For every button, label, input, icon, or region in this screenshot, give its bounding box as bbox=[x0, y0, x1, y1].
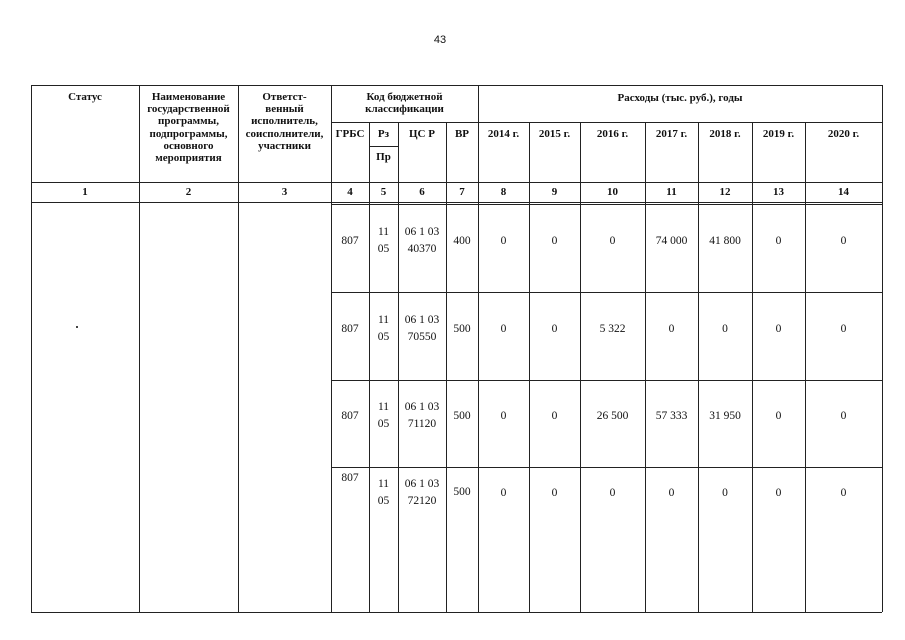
header-name-line: Наименование bbox=[151, 91, 226, 103]
table-top-rule bbox=[31, 85, 882, 86]
header-executor-line: участники bbox=[258, 139, 311, 152]
row-value: 0 bbox=[668, 323, 675, 335]
row-value: 0 bbox=[722, 487, 728, 499]
row-rz: 11 bbox=[377, 401, 390, 413]
column-number: 11 bbox=[666, 186, 677, 198]
header-name-line: подпрограммы, bbox=[149, 127, 228, 140]
page-number: 43 bbox=[433, 34, 447, 46]
header-budget-code-line: классификации bbox=[365, 103, 444, 116]
header-rz: Рз bbox=[377, 128, 390, 140]
expenses-header-rule bbox=[478, 122, 882, 123]
header-grbs: ГРБС bbox=[335, 128, 365, 140]
header-executor-line: соисполнители, bbox=[245, 127, 324, 140]
column-number: 1 bbox=[82, 186, 88, 198]
column-rule bbox=[238, 85, 239, 612]
row-value: 41 800 bbox=[709, 235, 741, 247]
row-csr: 72120 bbox=[407, 495, 437, 507]
table-bottom-rule bbox=[31, 612, 882, 613]
header-status: Статус bbox=[68, 91, 102, 103]
column-number: 9 bbox=[551, 186, 558, 198]
row-value: 0 bbox=[500, 235, 507, 247]
column-number: 3 bbox=[281, 186, 288, 198]
row-rule bbox=[331, 467, 882, 468]
row-value: 0 bbox=[840, 487, 847, 499]
column-number: 2 bbox=[185, 186, 192, 198]
header-year: 2018 г. bbox=[709, 128, 741, 140]
column-number: 4 bbox=[347, 186, 353, 198]
header-executor-line: венный bbox=[265, 103, 304, 116]
header-year: 2019 г. bbox=[762, 128, 795, 140]
header-year: 2014 г. bbox=[487, 128, 520, 140]
row-value: 0 bbox=[500, 487, 507, 499]
header-budget-code-line: Код бюджетной bbox=[366, 91, 443, 103]
header-year: 2017 г. bbox=[655, 128, 688, 140]
row-csr: 40370 bbox=[407, 243, 437, 255]
row-grbs: 807 bbox=[341, 235, 359, 247]
row-vr: 400 bbox=[453, 235, 471, 247]
row-value: 0 bbox=[500, 323, 507, 335]
column-number: 10 bbox=[607, 186, 618, 198]
row-value: 0 bbox=[840, 410, 847, 422]
column-rule bbox=[478, 85, 479, 612]
row-rz: 11 bbox=[377, 226, 390, 238]
header-csr: ЦС Р bbox=[409, 128, 435, 140]
row-value: 5 322 bbox=[599, 323, 626, 335]
row-value: 74 000 bbox=[655, 235, 688, 247]
column-number-bottom-rule bbox=[31, 202, 882, 203]
row-pr: 05 bbox=[377, 418, 390, 430]
row-value: 0 bbox=[551, 410, 558, 422]
body-top-rule bbox=[331, 204, 882, 205]
column-rule bbox=[139, 85, 140, 612]
row-value: 0 bbox=[840, 323, 847, 335]
row-csr: 06 1 03 bbox=[404, 226, 440, 238]
row-value: 31 950 bbox=[709, 410, 741, 422]
rz-pr-rule bbox=[369, 146, 398, 147]
column-number: 14 bbox=[838, 186, 849, 198]
row-pr: 05 bbox=[377, 331, 390, 343]
row-pr: 05 bbox=[377, 495, 390, 507]
row-value: 0 bbox=[775, 487, 782, 499]
row-value: 0 bbox=[551, 487, 558, 499]
header-vr: ВР bbox=[454, 128, 470, 140]
row-vr: 500 bbox=[453, 323, 471, 335]
row-value: 0 bbox=[668, 487, 675, 499]
row-value: 0 bbox=[722, 323, 728, 335]
row-value: 0 bbox=[840, 235, 847, 247]
header-year: 2016 г. bbox=[596, 128, 629, 140]
status-cell-mark bbox=[76, 326, 78, 328]
row-pr: 05 bbox=[377, 243, 390, 255]
row-grbs: 807 bbox=[341, 472, 359, 484]
header-executor-line: Ответст- bbox=[262, 91, 307, 103]
row-csr: 06 1 03 bbox=[404, 401, 440, 413]
code-header-rule bbox=[331, 122, 478, 123]
column-rule bbox=[882, 85, 883, 612]
header-year: 2020 г. bbox=[827, 128, 860, 140]
column-number: 5 bbox=[380, 186, 387, 198]
column-rule bbox=[31, 85, 32, 612]
row-value: 0 bbox=[609, 235, 616, 247]
row-value: 0 bbox=[500, 410, 507, 422]
column-number: 6 bbox=[419, 186, 425, 198]
row-value: 0 bbox=[775, 410, 782, 422]
row-rz: 11 bbox=[377, 478, 390, 490]
row-value: 26 500 bbox=[596, 410, 629, 422]
row-value: 57 333 bbox=[655, 410, 688, 422]
row-vr: 500 bbox=[453, 486, 471, 498]
row-value: 0 bbox=[551, 323, 558, 335]
row-rz: 11 bbox=[377, 314, 390, 326]
row-csr: 06 1 03 bbox=[404, 314, 440, 326]
column-number: 12 bbox=[719, 186, 731, 198]
row-value: 0 bbox=[609, 487, 616, 499]
row-value: 0 bbox=[775, 323, 782, 335]
row-value: 0 bbox=[775, 235, 782, 247]
row-rule bbox=[331, 292, 882, 293]
row-vr: 500 bbox=[453, 410, 471, 422]
row-rule bbox=[331, 380, 882, 381]
header-name-line: государственной bbox=[147, 103, 230, 116]
row-grbs: 807 bbox=[341, 410, 359, 422]
column-number: 7 bbox=[459, 186, 465, 198]
row-grbs: 807 bbox=[341, 323, 359, 335]
header-pr: Пр bbox=[376, 151, 391, 163]
header-name-line: мероприятия bbox=[155, 152, 222, 164]
row-value: 0 bbox=[551, 235, 558, 247]
header-name-line: основного bbox=[163, 139, 214, 152]
row-csr: 71120 bbox=[407, 418, 437, 430]
row-csr: 70550 bbox=[407, 331, 437, 343]
column-number-top-rule bbox=[31, 182, 882, 183]
header-name-line: программы, bbox=[158, 115, 219, 128]
column-number: 8 bbox=[500, 186, 507, 198]
header-executor-line: исполнитель, bbox=[251, 115, 318, 128]
column-number: 13 bbox=[773, 186, 784, 198]
column-rule bbox=[331, 85, 332, 612]
header-expenses: Расходы (тыс. руб.), годы bbox=[617, 92, 743, 104]
row-csr: 06 1 03 bbox=[404, 478, 440, 490]
header-year: 2015 г. bbox=[538, 128, 571, 140]
